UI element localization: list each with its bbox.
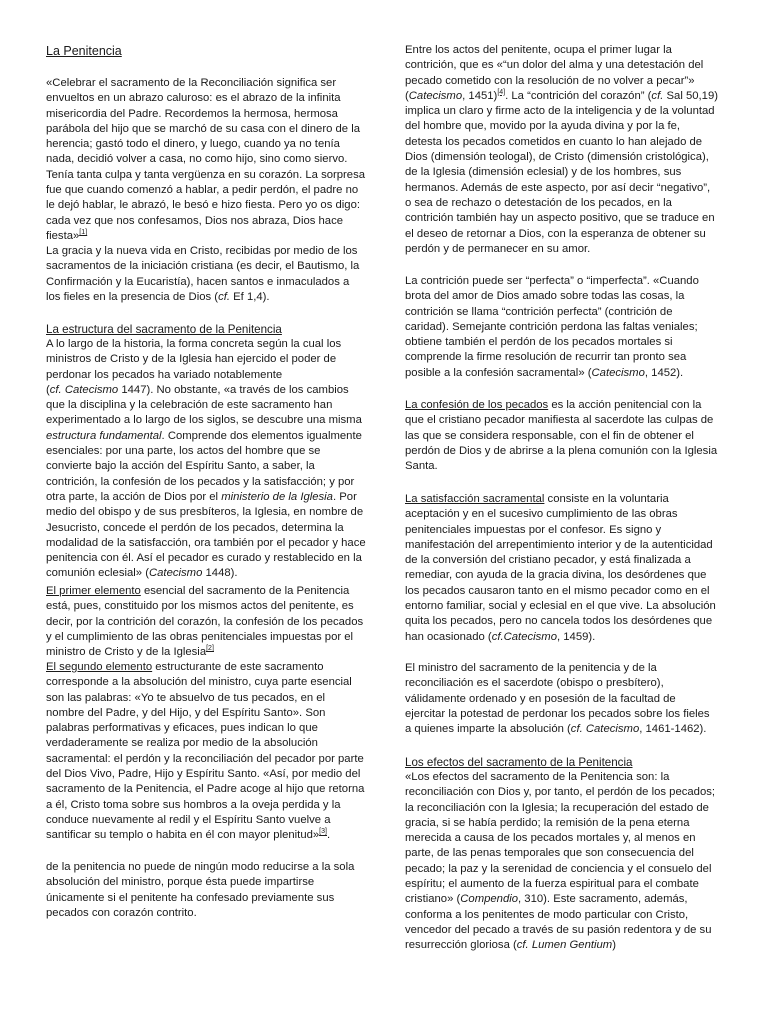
satisfaccion-heading: La satisfacción sacramental bbox=[405, 493, 545, 505]
grace-cf: cf. bbox=[218, 290, 230, 303]
perfecta-text-b: , 1452). bbox=[644, 366, 684, 379]
efectos-text-b: , 310). Este sacramento, además, conforma a los penitentes de modo particular con Cristo, vencedor del pecado a través de su pasión redentora y de su resurrección gloriosa ( bbox=[405, 893, 712, 952]
estructura-text-b: ( bbox=[46, 383, 50, 396]
footnote-link-2[interactable]: [2] bbox=[206, 645, 214, 653]
ministro-text-b: , 1461-1462). bbox=[639, 723, 707, 736]
heading-efectos: Los efectos del sacramento de la Penitencia bbox=[405, 756, 633, 769]
confesion-text: es la acción penitencial con la que el cristiano pecador manifiesta al sacerdote las culpas de las que se considera responsable, con el fin de obtener el perdón de Dios y de abrirse a la plena comunión con la Iglesia Santa. bbox=[405, 399, 718, 473]
contricion-paragraph bbox=[405, 43, 718, 257]
estructura-text-d: . Comprende dos elementos igualmente esenciales: por una parte, los actos del hombre que se convierte bajo la acción del Espíritu Santo, a saber, la contrición, la confesión de los pecados y la satisfacción; y por otra parte, la acción de Dios por el bbox=[46, 429, 362, 503]
perfecta-cat: Catecismo bbox=[591, 366, 645, 379]
intro-quote-text: «Celebrar el sacramento de la Reconciliación significa ser envueltos en un abrazo caluroso: es el abrazo de la infinita misericordia del Padre. Recordemos la hermosa, hermosa parábola del hijo que se marchó de su casa con el dinero de la herencia; gastó todo el dinero, y luego, cuando ya no tenía nada, decidió volver a casa, no como hijo, sino como siervo. Tenía tanta culpa y tanta vergüenza en su corazón. La sorpresa fue que cuando comenzó a hablar, a pedir perdón, el padre no le dejó hablar, le abrazó, le besó e hizo fiesta. Pero yo os digo: cada vez que nos confesamos, Dios nos abraza, Dios hace fiesta» bbox=[46, 77, 366, 242]
ministro-text-a: El ministro del sacramento de la penitencia y de la reconciliación es el sacerdote (obispo o presbítero), válidamente ordenado y en posesión de la facultad de ejercitar la potestad de perdonar los pecados sobre los fieles a quienes imparte la absolución ( bbox=[405, 662, 710, 736]
contricion-cf: cf. bbox=[651, 89, 664, 102]
confesion-heading: La confesión de los pecados bbox=[405, 399, 549, 411]
estructura-paragraph bbox=[46, 337, 366, 582]
contricion-cat: Catecismo bbox=[408, 89, 463, 102]
satisfaccion-text-b: , 1459). bbox=[556, 630, 596, 643]
ministro-paragraph bbox=[405, 661, 718, 737]
estructura-text-c: 1447). No obstante, «a través de los cambios que la disciplina y la celebración de este sacramento han experimentado a lo largo de los siglos, se descubre una misma bbox=[46, 383, 362, 427]
contricion-text-d: Sal 50,19) implica un claro y firme acto de la inteligencia y de la voluntad del hombre que, movido por la ayuda divina y por la fe, detesta los pecados cometidos en cuanto lo han alejado de Dios (dimensión teologal), de Cristo (dimensión cristológica), de la Iglesia (dimensión eclesial) y de los hombres, sus hermanos. Además de este aspecto, por así decir “negativo”, o sea de rechazo o detestación de los pecados, en la contrición también hay un aspecto positivo, que se traduce en el deseo de retornar a Dios, con la esperanza de obtener su perdón y de permanecer en su amor. bbox=[405, 89, 718, 255]
confesion-paragraph bbox=[405, 398, 718, 474]
primer-elemento-heading: El primer elemento bbox=[46, 585, 141, 597]
intro-quote-paragraph bbox=[46, 76, 366, 244]
segundo-elemento-end: . bbox=[326, 829, 331, 842]
efectos-paragraph bbox=[405, 770, 718, 954]
grace-paragraph bbox=[46, 244, 366, 305]
footnote-link-1[interactable]: [1] bbox=[79, 229, 88, 237]
perfecta-text-a: La contrición puede ser “perfecta” o “imperfecta”. «Cuando brota del amor de Dios amado sobre todas las cosas, la contrición se llama “contrición perfecta” (contrición de caridad). Semejante contrición perdona las faltas veniales; obtiene también el perdón de los pecados mortales si comprende la firme resolución de recurrir tan pronto sea posible a la confesión sacramental» ( bbox=[405, 275, 699, 379]
efectos-text-c: ) bbox=[612, 939, 616, 952]
estructura-text-f: 1448). bbox=[202, 567, 238, 580]
ministro-cat: cf. Catecismo bbox=[570, 723, 640, 736]
satisfaccion-cat: cf.Catecismo bbox=[491, 630, 557, 643]
grace-text-a: La gracia y la nueva vida en Cristo, recibidas por medio de los sacramentos de la iniciación cristiana (es decir, el Bautismo, la Confirmación y la Eucaristía), hacen santos e inmaculados a los fieles en la presencia de Dios ( bbox=[46, 245, 360, 303]
primer-elemento-paragraph bbox=[46, 584, 366, 660]
efectos-compendio: Compendio bbox=[460, 893, 519, 906]
estructura-ministerio: ministerio de la Iglesia bbox=[221, 490, 333, 503]
document-title: La Penitencia bbox=[46, 44, 122, 58]
estructura-text-a: A lo largo de la historia, la forma concreta según la cual los ministros de Cristo y de la Iglesia han ejercido el poder de perdonar los pecados ha variado notablemente bbox=[46, 338, 342, 381]
contricion-text-c: . La “contrición del corazón” ( bbox=[505, 89, 652, 102]
estructura-cat: cf. Catecismo bbox=[49, 383, 119, 396]
footnote-link-4[interactable]: [4] bbox=[497, 89, 506, 97]
segundo-elemento-text: estructurante de este sacramento corresponde a la absolución del ministro, cuya parte esencial son las palabras: «Yo te absuelvo de tus pecados, en el nombre del Padre, y del Hijo, y del Espíritu Santo». Son palabras performativas y eficaces, pues indican lo que verdaderamente se realiza por medio de la absolución sacramental: el perdón y la reconciliación del pecador por parte del Dios Vivo, Padre, Hijo y Espíritu Santo. «Así, por medio del sacramento de la Penitencia, el Padre acoge al hijo que retorna a él, Cristo toma sobre sus hombros a la oveja perdida y la conduce nuevamente al redil y el Espíritu Santo vuelve a santificar su templo o habita en él con mayor plenitud» bbox=[46, 661, 365, 842]
estructura-cat2: Catecismo bbox=[148, 567, 203, 580]
grace-text-b: Ef 1,4). bbox=[230, 290, 270, 303]
efectos-text-a: «Los efectos del sacramento de la Penitencia son: la reconciliación con Dios y, por tanto, el perdón de los pecados; la reconciliación con la Iglesia; la recuperación del estado de gracia, si se había perdido; la remisión de la pena eterna merecida a causa de los pecados mortales y, al menos en parte, de las penas temporales que son consecuencia del pecado; la paz y la serenidad de conciencia y el consuelo del espíritu; el aumento de la fuerza espiritual para el combate cristiano» ( bbox=[405, 771, 716, 906]
contricion-text-a: Entre los actos del penitente, ocupa el primer lugar la contrición, que es «“un dolor del alma y una detestación del pecado cometido con la resolución de no volver a pecar”» ( bbox=[405, 44, 704, 102]
primer-elemento-text: esencial del sacramento de la Penitencia está, pues, constituido por los mismos actos del penitente, es decir, por la contrición del corazón, la confesión de los pecados y el cumplimiento de las obras penitenciales impuestas por el ministro de Cristo y de la Iglesia bbox=[46, 585, 364, 659]
segundo-elemento-heading: El segundo elemento bbox=[46, 661, 153, 673]
footnote-link-3[interactable]: [3] bbox=[319, 828, 327, 836]
heading-estructura: La estructura del sacramento de la Penitencia bbox=[46, 323, 282, 336]
contricion-text-b: , 1451) bbox=[462, 89, 498, 102]
estructura-text-e: . Por medio del obispo y de sus presbíteros, la Iglesia, en nombre de Jesucristo, concede el perdón de los pecados, determina la modalidad de la satisfacción, ora también por el pecador y hace penitencia con él. Así el pecador es curado y restablecido en la comunión eclesial» ( bbox=[46, 490, 366, 580]
segundo-elemento-paragraph bbox=[46, 660, 366, 844]
estructura-fundamental: estructura fundamental bbox=[46, 429, 162, 442]
absolucion-paragraph: de la penitencia no puede de ningún modo reducirse a la sola absolución del ministro, porque ésta puede impartirse únicamente si el penitente ha confesado previamente sus pecados con corazón contrito. bbox=[46, 861, 355, 919]
satisfaccion-text-a: consiste en la voluntaria aceptación y en el sucesivo cumplimiento de las obras penitenciales impuestas por el confesor. Es signo y manifestación del arrepentimiento interior y de la autenticidad de la conversión del cristiano pecador, y está finalizada a remediar, con ayuda de la gracia divina, los desórdenes que los pecados causaron tanto en el mismo pecador como en el entorno familiar, social y eclesial en el que vive. La absolución quita los pecados, pero no cancela todos los desórdenes que han ocasionado ( bbox=[405, 493, 716, 643]
perfecta-paragraph bbox=[405, 274, 718, 381]
efectos-lumen-gentium: cf. Lumen Gentium bbox=[516, 939, 613, 952]
satisfaccion-paragraph bbox=[405, 492, 718, 645]
